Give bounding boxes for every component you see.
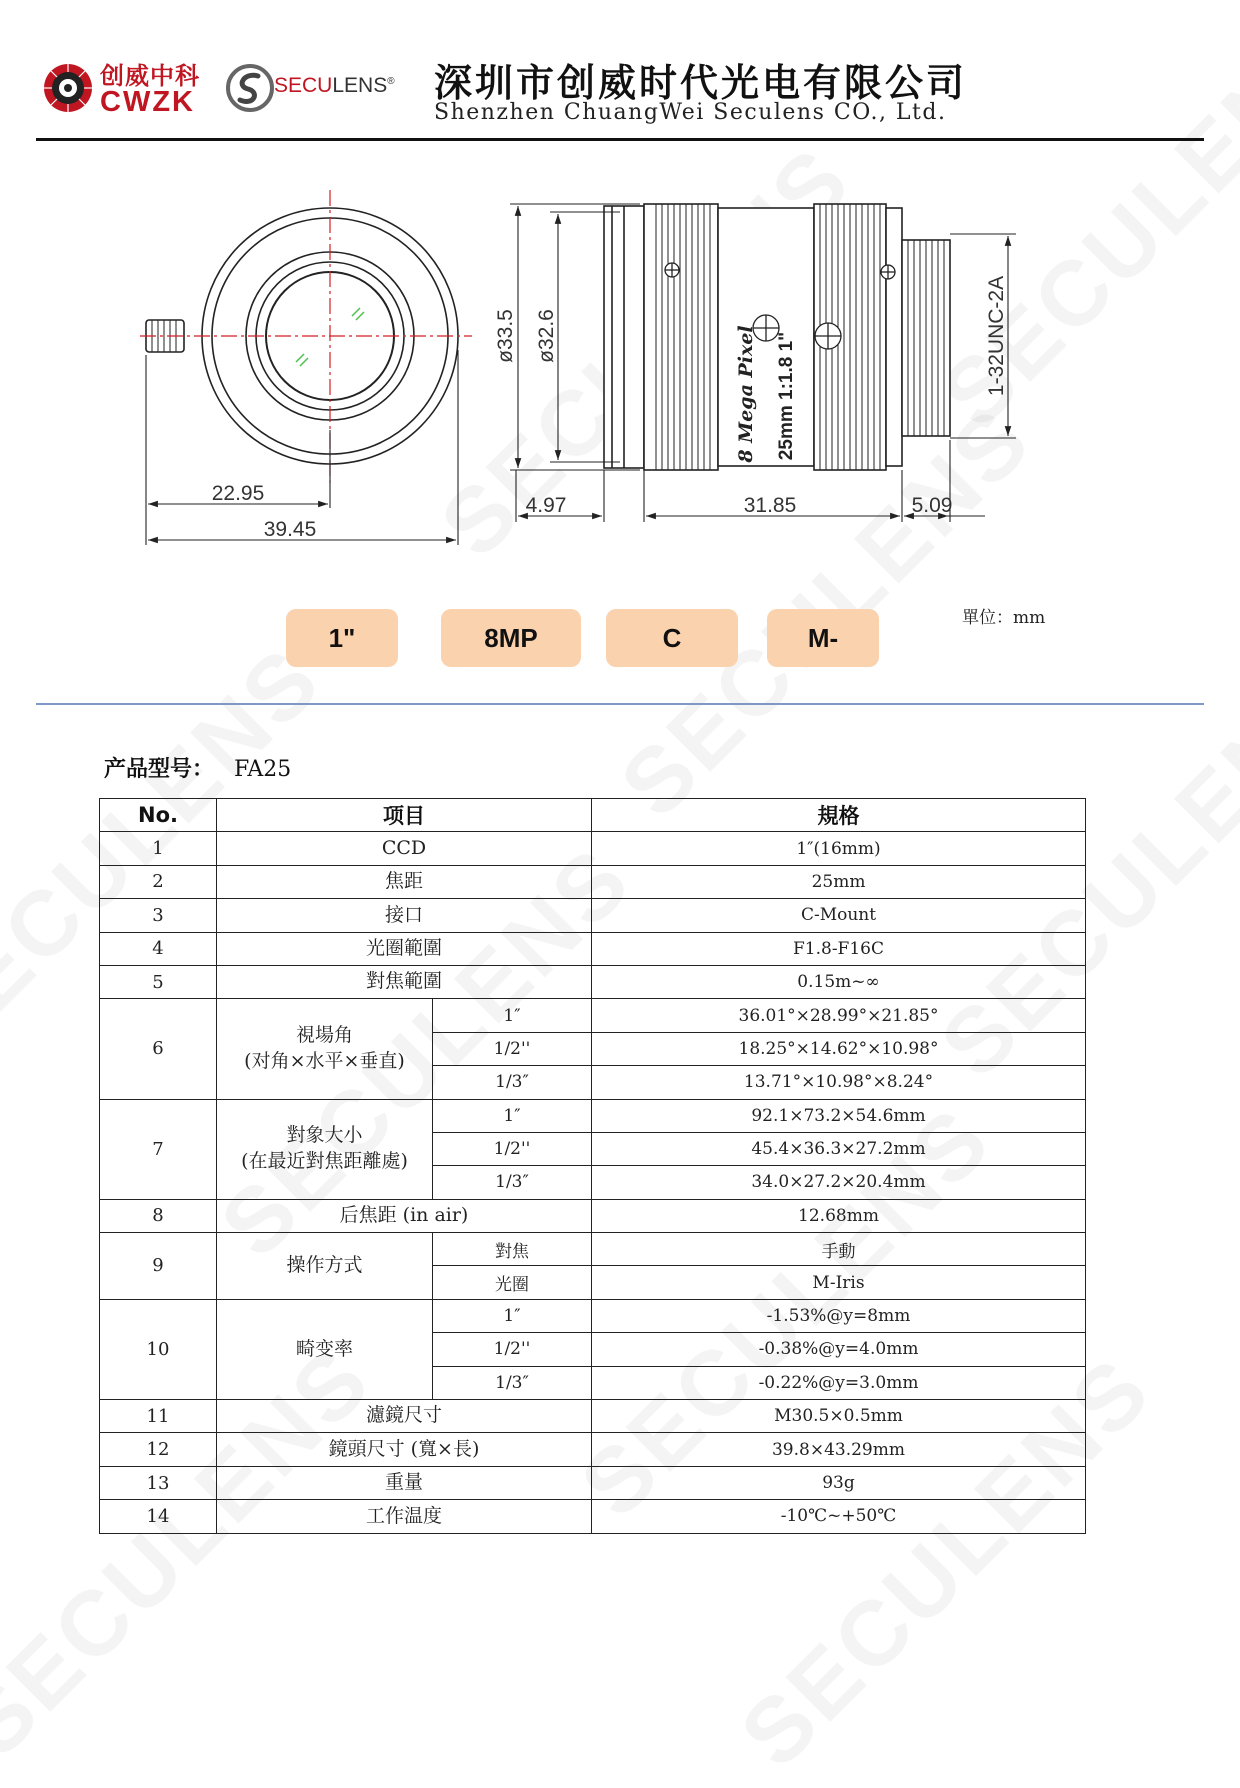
badge-sensor-size: 1" xyxy=(286,609,398,667)
table-row xyxy=(100,832,1086,865)
lens-technical-drawing xyxy=(0,150,1240,560)
row-no: 8 xyxy=(100,1199,217,1232)
product-model xyxy=(104,752,291,783)
row-spec: 34.0×27.2×20.4mm xyxy=(592,1166,1086,1199)
row-item: 濾鏡尺寸 xyxy=(217,1400,592,1433)
section-divider xyxy=(36,703,1204,705)
brand2-suffix: LENS xyxy=(332,74,388,97)
center-lines xyxy=(140,190,472,484)
row-sub: 光圈 xyxy=(433,1266,592,1299)
row-spec: -1.53%@y=8mm xyxy=(592,1299,1086,1332)
cwzk-logo-icon xyxy=(42,62,94,114)
row-spec: 13.71°×10.98°×8.24° xyxy=(592,1066,1086,1099)
row-sub: 1/3″ xyxy=(433,1066,592,1099)
row-spec: 25mm xyxy=(592,865,1086,898)
row-no: 5 xyxy=(100,965,217,998)
row-item: 畸变率 xyxy=(217,1299,433,1399)
row-spec: 18.25°×14.62°×10.98° xyxy=(592,1032,1086,1065)
row-no: 6 xyxy=(100,999,217,1099)
dim-diameter-32-6: ø32.6 xyxy=(535,309,558,363)
table-row xyxy=(100,1400,1086,1433)
row-no: 3 xyxy=(100,899,217,932)
row-no: 4 xyxy=(100,932,217,965)
row-spec: 1″(16mm) xyxy=(592,832,1086,865)
brand2-prefix: SECU xyxy=(274,74,333,97)
company-name-en: Shenzhen ChuangWei Seculens CO., Ltd. xyxy=(434,100,947,125)
dim-4-97: 4.97 xyxy=(525,494,567,517)
row-spec: -0.22%@y=3.0mm xyxy=(592,1366,1086,1399)
row-item: CCD xyxy=(217,832,592,865)
row-item: 工作温度 xyxy=(217,1500,592,1533)
table-row xyxy=(100,932,1086,965)
row-no: 11 xyxy=(100,1400,217,1433)
seculens-logo-icon xyxy=(224,62,276,114)
row-item: 鏡頭尺寸 (寬×長) xyxy=(217,1433,592,1466)
badge-mount: C xyxy=(606,609,738,667)
brand-en-name: CWZK xyxy=(100,86,195,118)
row-spec: 92.1×73.2×54.6mm xyxy=(592,1099,1086,1132)
row-item xyxy=(217,999,433,1099)
unit-label: 單位：mm xyxy=(962,608,1046,628)
row-spec: 0.15m~∞ xyxy=(592,965,1086,998)
row-item: 后焦距 (in air) xyxy=(217,1199,592,1232)
row-item: 光圈範圍 xyxy=(217,932,592,965)
table-row xyxy=(100,1466,1086,1499)
dim-39-45: 39.45 xyxy=(263,518,317,541)
row-sub: 1/3″ xyxy=(433,1166,592,1199)
row-spec: 12.68mm xyxy=(592,1199,1086,1232)
row-sub: 1/3″ xyxy=(433,1366,592,1399)
row-item-title: 視場角 xyxy=(295,1024,353,1047)
dim-31-85: 31.85 xyxy=(743,494,797,517)
row-spec: -0.38%@y=4.0mm xyxy=(592,1333,1086,1366)
row-sub: 1/2'' xyxy=(433,1132,592,1165)
row-item-subtitle: (对角×水平×垂直) xyxy=(244,1049,405,1072)
row-no: 10 xyxy=(100,1299,217,1399)
table-row xyxy=(100,1433,1086,1466)
row-spec: 36.01°×28.99°×21.85° xyxy=(592,999,1086,1032)
row-sub: 1″ xyxy=(433,999,592,1032)
table-row xyxy=(100,1299,1086,1332)
table-row xyxy=(100,999,1086,1032)
badge-iris: M- xyxy=(767,609,879,667)
badge-resolution: 8MP xyxy=(441,609,581,667)
lens-label-mega-pixel: 8 Mega Pixel xyxy=(735,325,757,463)
row-spec: 39.8×43.29mm xyxy=(592,1433,1086,1466)
header-item: 项目 xyxy=(217,799,592,832)
product-model-value: FA25 xyxy=(234,757,292,782)
row-sub: 對焦 xyxy=(433,1233,592,1266)
registered-mark: ® xyxy=(387,76,395,87)
row-item-subtitle: (在最近對焦距離處) xyxy=(241,1150,408,1173)
row-spec: -10℃~+50℃ xyxy=(592,1500,1086,1533)
lens-label-spec: 25mm 1:1.8 1" xyxy=(776,331,797,461)
table-row xyxy=(100,1233,1086,1266)
row-spec: M-Iris xyxy=(592,1266,1086,1299)
row-no: 9 xyxy=(100,1233,217,1300)
header-no: No. xyxy=(100,799,217,832)
row-item: 接口 xyxy=(217,899,592,932)
table-row xyxy=(100,1500,1086,1533)
table-row xyxy=(100,1199,1086,1232)
table-row xyxy=(100,965,1086,998)
product-model-label: 产品型号： xyxy=(104,757,215,782)
row-item: 對焦範圍 xyxy=(217,965,592,998)
row-no: 1 xyxy=(100,832,217,865)
page-header xyxy=(36,50,1204,141)
brand-cn-name: 创威中科 xyxy=(100,61,200,90)
dim-5-09: 5.09 xyxy=(911,494,953,517)
row-item: 重量 xyxy=(217,1466,592,1499)
row-no: 7 xyxy=(100,1099,217,1199)
row-item: 焦距 xyxy=(217,865,592,898)
row-sub: 1″ xyxy=(433,1099,592,1132)
row-sub: 1″ xyxy=(433,1299,592,1332)
header-spec: 規格 xyxy=(592,799,1086,832)
row-spec: M30.5×0.5mm xyxy=(592,1400,1086,1433)
table-row xyxy=(100,899,1086,932)
table-row xyxy=(100,1099,1086,1132)
seculens-brand-name xyxy=(274,74,395,98)
table-row xyxy=(100,865,1086,898)
table-header-row xyxy=(100,799,1086,832)
row-item xyxy=(217,1099,433,1199)
row-spec: 93g xyxy=(592,1466,1086,1499)
row-spec: F1.8-F16C xyxy=(592,932,1086,965)
dim-thread: 1-32UNC-2A xyxy=(985,275,1008,397)
row-sub: 1/2'' xyxy=(433,1032,592,1065)
dim-diameter-33-5: ø33.5 xyxy=(494,309,517,363)
row-spec: 45.4×36.3×27.2mm xyxy=(592,1132,1086,1165)
row-spec: C-Mount xyxy=(592,899,1086,932)
company-name-cn: 深圳市创威时代光电有限公司 xyxy=(434,61,968,105)
spec-table xyxy=(99,798,1086,1534)
row-item: 操作方式 xyxy=(217,1233,433,1300)
row-no: 13 xyxy=(100,1466,217,1499)
row-no: 12 xyxy=(100,1433,217,1466)
row-no: 2 xyxy=(100,865,217,898)
row-sub: 1/2'' xyxy=(433,1333,592,1366)
row-item-title: 對象大小 xyxy=(286,1124,363,1147)
row-spec: 手動 xyxy=(592,1233,1086,1266)
dim-22-95: 22.95 xyxy=(211,482,265,505)
row-no: 14 xyxy=(100,1500,217,1533)
